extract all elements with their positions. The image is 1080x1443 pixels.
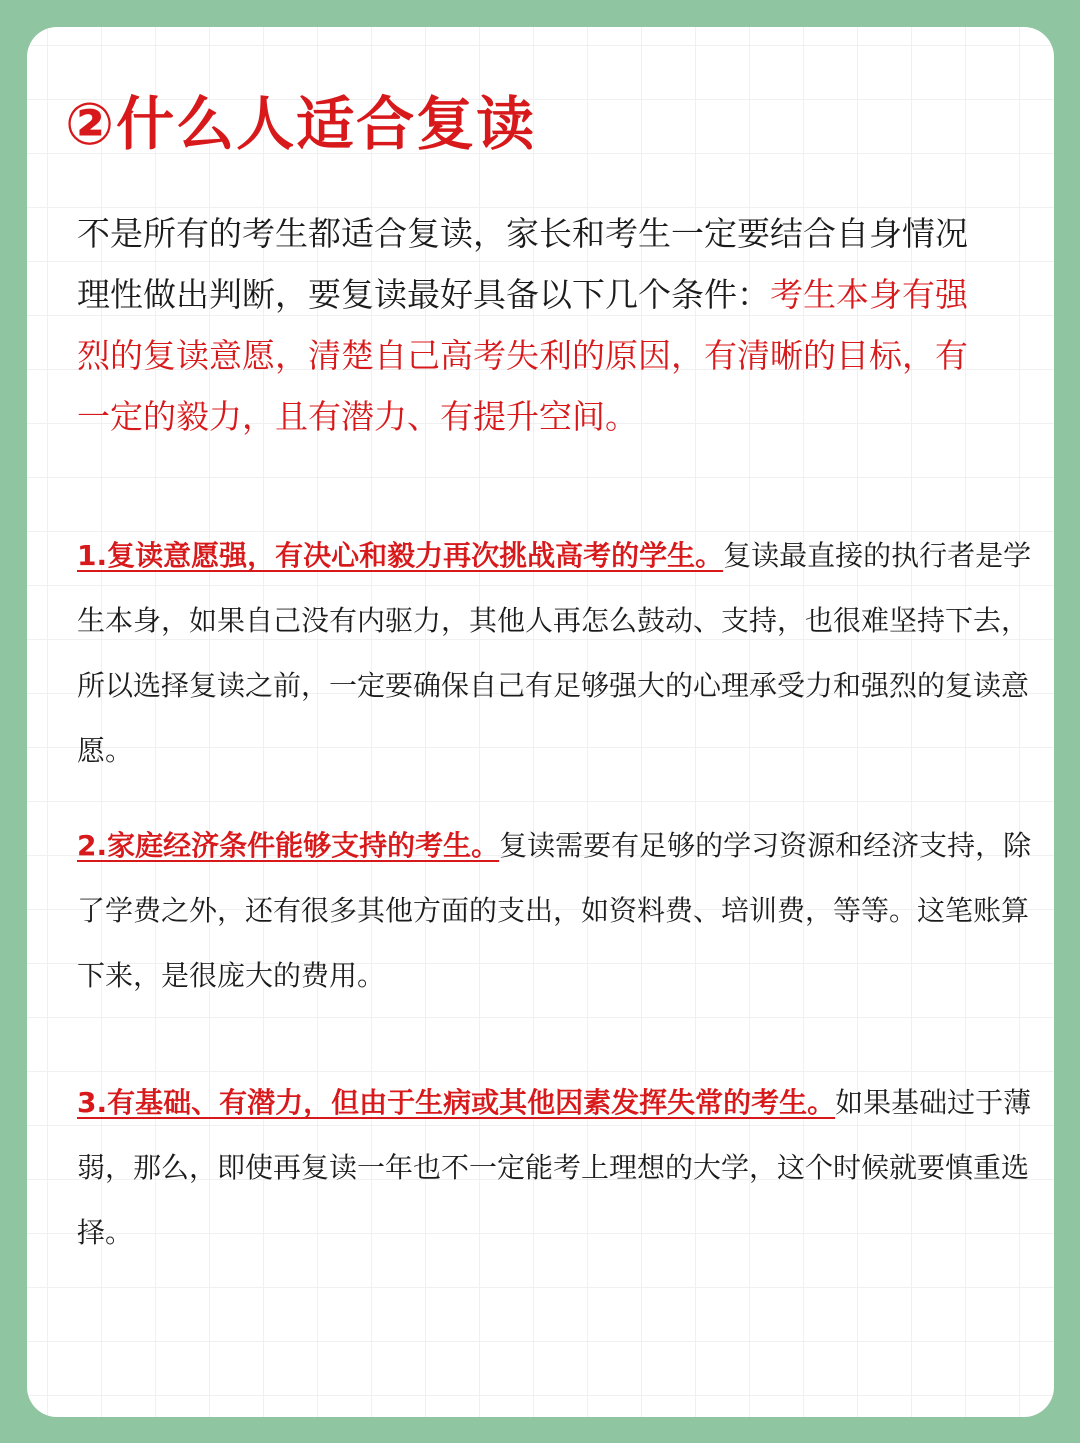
point-3-heading: 3.有基础、有潜力，但由于生病或其他因素发挥失常的考生。 xyxy=(77,1086,836,1119)
point-3 xyxy=(77,1070,1042,1265)
intro-highlight: 考生本身有强烈的复读意愿，清楚自己高考失利的原因，有清晰的目标，有一定的毅力，且有潜力、有提升空间。 xyxy=(77,275,968,436)
point-1-heading: 1.复读意愿强，有决心和毅力再次挑战高考的学生。 xyxy=(77,539,724,572)
point-2-heading: 2.家庭经济条件能够支持的考生。 xyxy=(77,829,500,862)
point-2-body: 复读需要有足够的学习资源和经济支持，除了学费之外，还有很多其他方面的支出，如资料费、培训费，等等。这笔账算下来，是很庞大的费用。 xyxy=(77,829,1032,992)
point-3-body: 如果基础过于薄弱，那么，即使再复读一年也不一定能考上理想的大学，这个时候就要慎重选择。 xyxy=(77,1086,1032,1249)
point-2 xyxy=(77,813,1042,1008)
point-1-body: 复读最直接的执行者是学生本身，如果自己没有内驱力，其他人再怎么鼓动、支持，也很难坚持下去，所以选择复读之前，一定要确保自己有足够强大的心理承受力和强烈的复读意愿。 xyxy=(77,539,1032,767)
point-1 xyxy=(77,523,1042,783)
intro-text: 不是所有的考生都适合复读，家长和考生一定要结合自身情况理性做出判断，要复读最好具备以下几个条件： xyxy=(77,214,968,314)
page-title: ②什么人适合复读 xyxy=(65,90,537,158)
intro-paragraph xyxy=(77,203,977,447)
content-card xyxy=(27,27,1054,1417)
